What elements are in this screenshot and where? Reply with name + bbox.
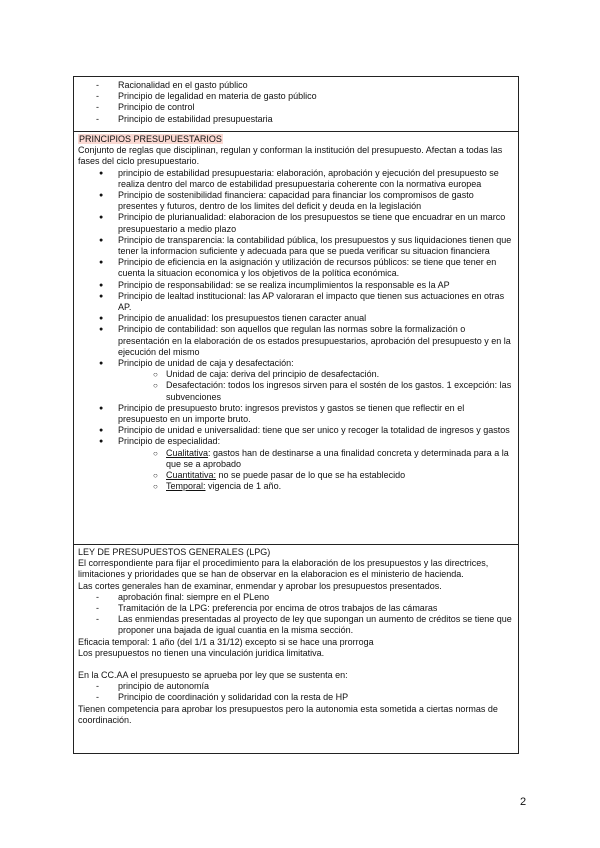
- intro-paragraph: Conjunto de reglas que disciplinan, regulan y conforman la institución del presupuesto. Afectan a todas las fases del ciclo presupuestario.: [78, 145, 503, 167]
- list-item: ● Principio de plurianualidad: elaboracion de los presupuestos se tiene que encuadrar en un marco presupuestario a medio plazo: [78, 212, 514, 234]
- paragraph: El correspondiente para fijar el procedimiento para la elaboración de los presupuestos y las directrices, limitaciones y prioridades que se han de observar en la elaboracion es el ministerio de hacienda.: [78, 558, 489, 580]
- list-item: ● Principio de anualidad: los presupuestos tienen caracter anual: [78, 313, 514, 324]
- sub-list-item: [118, 470, 514, 481]
- dash-list: [78, 80, 514, 125]
- dash-list: [78, 681, 514, 703]
- underlined-term: Cualitativa: [166, 447, 209, 458]
- list-item: ● Principio de presupuesto bruto: ingresos previstos y gastos se tienen que reflectir en el presupuesto en un importe bruto.: [78, 403, 514, 425]
- list-item: - Las enmiendas presentadas al proyecto de ley que supongan un aumento de créditos se tiene que proponer una bajada de igual cuantia en la misma sección.: [78, 614, 514, 636]
- list-item: ● Principio de eficiencia en la asignación y utilización de recursos públicos: se tiene que tener en cuenta la situacion economica y los objetivos de la política económica.: [78, 257, 514, 279]
- list-item: - Tramitación de la LPG: preferencia por encima de otros trabajos de las cámaras: [78, 603, 514, 614]
- list-item: ● principio de estabilidad presupuestaria: elaboración, aprobación y ejecución del presupuesto se realiza dentro del marco de estabilidad presupuestaria coherente con la normativa europea: [78, 168, 514, 190]
- term-text: : gastos han de destinarse a una finalidad concreta y determinada para a la que se a aprobado: [166, 447, 509, 469]
- section-heading: [78, 134, 514, 145]
- list-item: - Principio de control: [78, 102, 514, 113]
- underlined-term: Temporal:: [166, 481, 206, 492]
- list-item: - Racionalidad en el gasto público: [78, 80, 514, 91]
- budget-principles-box: [73, 131, 519, 545]
- paragraph: Las cortes generales han de examinar, enmendar y aprobar los presupuestos presentados.: [78, 580, 442, 591]
- sub-list: [118, 448, 514, 493]
- sub-list-item: [118, 448, 514, 470]
- section-heading: LEY DE PRESUPUESTOS GENERALES (LPG): [78, 547, 271, 557]
- list-item-label: Principio de especialidad:: [118, 436, 221, 447]
- list-item: ● Principio de contabilidad: son aquellos que regulan las normas sobre la formalización o presentación en la elaboración de os estados presupuestarios, aprobación del presupuesto y en la ejecución del mismo: [78, 324, 514, 358]
- sub-list-item: ○ Desafectación: todos los ingresos sirven para el sostén de los gastos. 1 excepción: las subvenciones: [118, 380, 514, 402]
- sub-list: [118, 369, 514, 403]
- lpg-box: [73, 544, 519, 754]
- paragraph: Eficacia temporal: 1 año (del 1/1 a 31/12) excepto si se hace una prorroga: [78, 636, 374, 647]
- list-item: ● Principio de lealtad institucional: las AP valoraran el impacto que tienen sus actuaciones en otras AP.: [78, 291, 514, 313]
- list-item: - aprobación final: siempre en el PLeno: [78, 592, 514, 603]
- bullet-list: [78, 168, 514, 493]
- paragraph: Los presupuestos no tienen una vinculación juridica limitativa.: [78, 647, 325, 658]
- list-item: ● Principio de responsabilidad: se se realiza incumplimientos la responsable es la AP: [78, 280, 514, 291]
- list-item: - Principio de estabilidad presupuestaria: [78, 114, 514, 125]
- paragraph: Tienen competencia para aprobar los presupuestos pero la autonomia esta sometida a ciertas normas de coordinación.: [78, 703, 498, 725]
- heading-highlight: PRINCIPIOS PRESUPUESTARIOS: [79, 134, 222, 144]
- page-number: 2: [520, 796, 527, 808]
- sub-list-item: ○ Unidad de caja: deriva del principio de desafectación.: [118, 369, 514, 380]
- list-item: [78, 436, 514, 492]
- list-item: - Principio de coordinación y solidaridad con la resta de HP: [78, 692, 514, 703]
- list-item: - principio de autonomía: [78, 681, 514, 692]
- list-item-label: Principio de unidad de caja y desafectación:: [118, 358, 294, 369]
- blank-line: [78, 659, 514, 670]
- list-item: ● Principio de sostenibilidad financiera: capacidad para financiar los compromisos de gasto presentes y futuros, dentro de los limites del deficit y deuda en la legislación: [78, 190, 514, 212]
- list-item: [78, 358, 514, 403]
- dash-list: [78, 592, 514, 637]
- list-item: - Principio de legalidad en materia de gasto público: [78, 91, 514, 102]
- underlined-term: Cuantitativa:: [166, 470, 217, 481]
- term-text: vigencia de 1 año.: [205, 481, 282, 492]
- sub-list-item: [118, 481, 514, 492]
- term-text: no se puede pasar de lo que se ha establecido: [216, 470, 406, 481]
- principles-list-box: [73, 76, 519, 132]
- paragraph: En la CC.AA el presupuesto se aprueba por ley que se sustenta en:: [78, 670, 348, 681]
- list-item: ● Principio de unidad e universalidad: tiene que ser unico y recoger la totalidad de ingresos y gastos: [78, 425, 514, 436]
- list-item: ● Principio de transparencia: la contabilidad pública, los presupuestos y sus liquidaciones tienen que tener la informacion suficiente y adecuada para que se pueda verificar su situacion financiera: [78, 235, 514, 257]
